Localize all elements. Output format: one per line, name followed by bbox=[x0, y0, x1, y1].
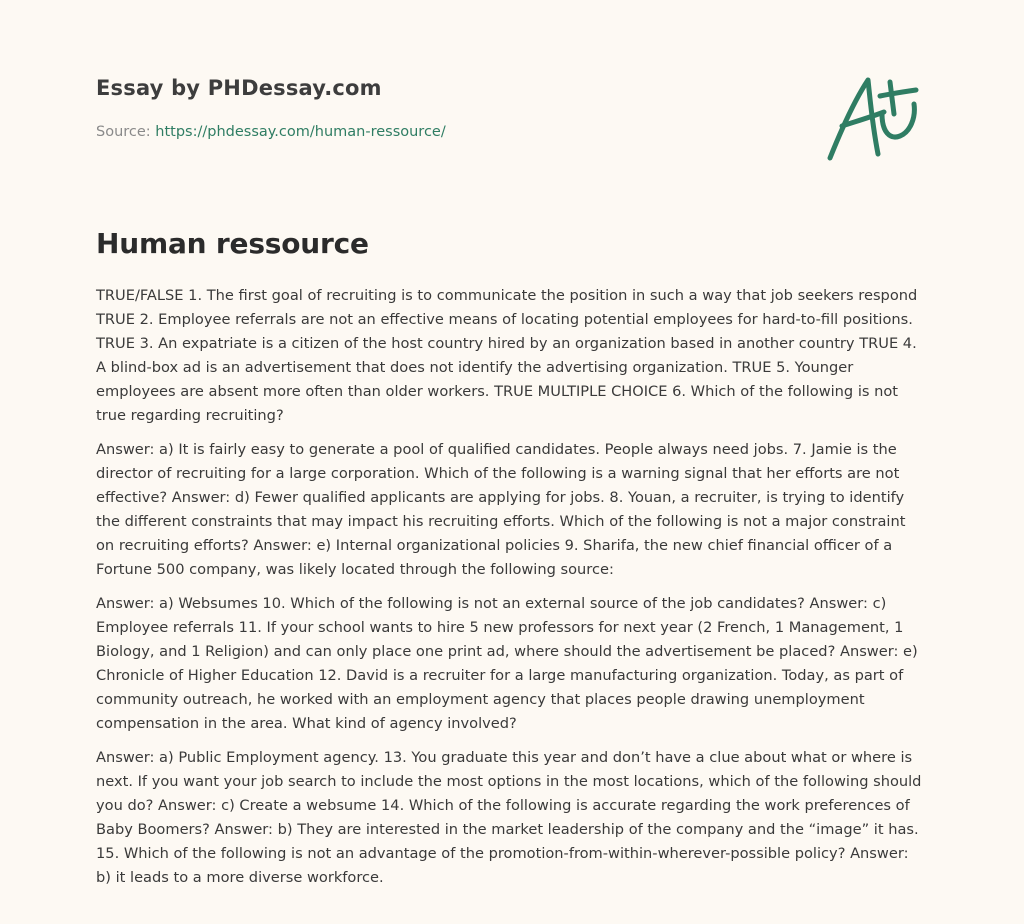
source-link[interactable]: https://phdessay.com/human-ressource/ bbox=[155, 124, 446, 140]
essay-paragraph: Answer: a) Websumes 10. Which of the following is not an external source of the job candidates? Answer: c) Employee referrals 11. If your school wants to hire 5 new professors for next year (2 French, 1 Management, 1 Biology, and 1 Religion) and can only place one print ad, where should the advertisement be placed? Answer: e) Chronicle of Higher Education 12. David is a recruiter for a large manufacturing organization. Today, as part of community outreach, he worked with an employment agency that places people drawing unemployment compensation in the area. What kind of agency involved? bbox=[96, 595, 918, 732]
essay-paragraph: Answer: a) Public Employment agency. 13. You graduate this year and don’t have a clue about what or where is next. If you want your job search to include the most options in the most locations, which of the following should you do? Answer: c) Create a websume 14. Which of the following is accurate regarding the work preferences of Baby Boomers? Answer: b) They are interested in the market leadership of the company and the “image” it has. 15. Which of the following is not an advantage of the promotion-from-within-wherever-possible policy? Answer: b) it leads to a more diverse workforce. bbox=[96, 749, 922, 886]
essay-paragraph: TRUE/FALSE 1. The first goal of recruiting is to communicate the position in such a way that job seekers respond TRUE 2. Employee referrals are not an effective means of locating potential employees for hard-to-fill positions. TRUE 3. An expatriate is a citizen of the host country hired by an organization based in another country TRUE 4. A blind-box ad is an advertisement that does not identify the advertising organization. TRUE 5. Younger employees are absent more often than older workers. TRUE MULTIPLE CHOICE 6. Which of the following is not true regarding recruiting? bbox=[96, 287, 918, 424]
a-plus-logo-icon bbox=[824, 68, 928, 164]
essay-body bbox=[96, 284, 928, 900]
source-line bbox=[96, 124, 446, 140]
page-title: Human ressource bbox=[96, 227, 369, 260]
essay-page bbox=[96, 0, 928, 924]
source-label: Source: bbox=[96, 124, 156, 140]
essay-paragraph: Answer: a) It is fairly easy to generate a pool of qualified candidates. People always need jobs. 7. Jamie is the director of recruiting for a large corporation. Which of the following is a warning signal that her efforts are not effective? Answer: d) Fewer qualified applicants are applying for jobs. 8. Youan, a recruiter, is trying to identify the different constraints that may impact his recruiting efforts. Which of the following is not a major constraint on recruiting efforts? Answer: e) Internal organizational policies 9. Sharifa, the new chief financial officer of a Fortune 500 company, was likely located through the following source: bbox=[96, 441, 906, 578]
site-brand: Essay by PHDessay.com bbox=[96, 76, 382, 100]
